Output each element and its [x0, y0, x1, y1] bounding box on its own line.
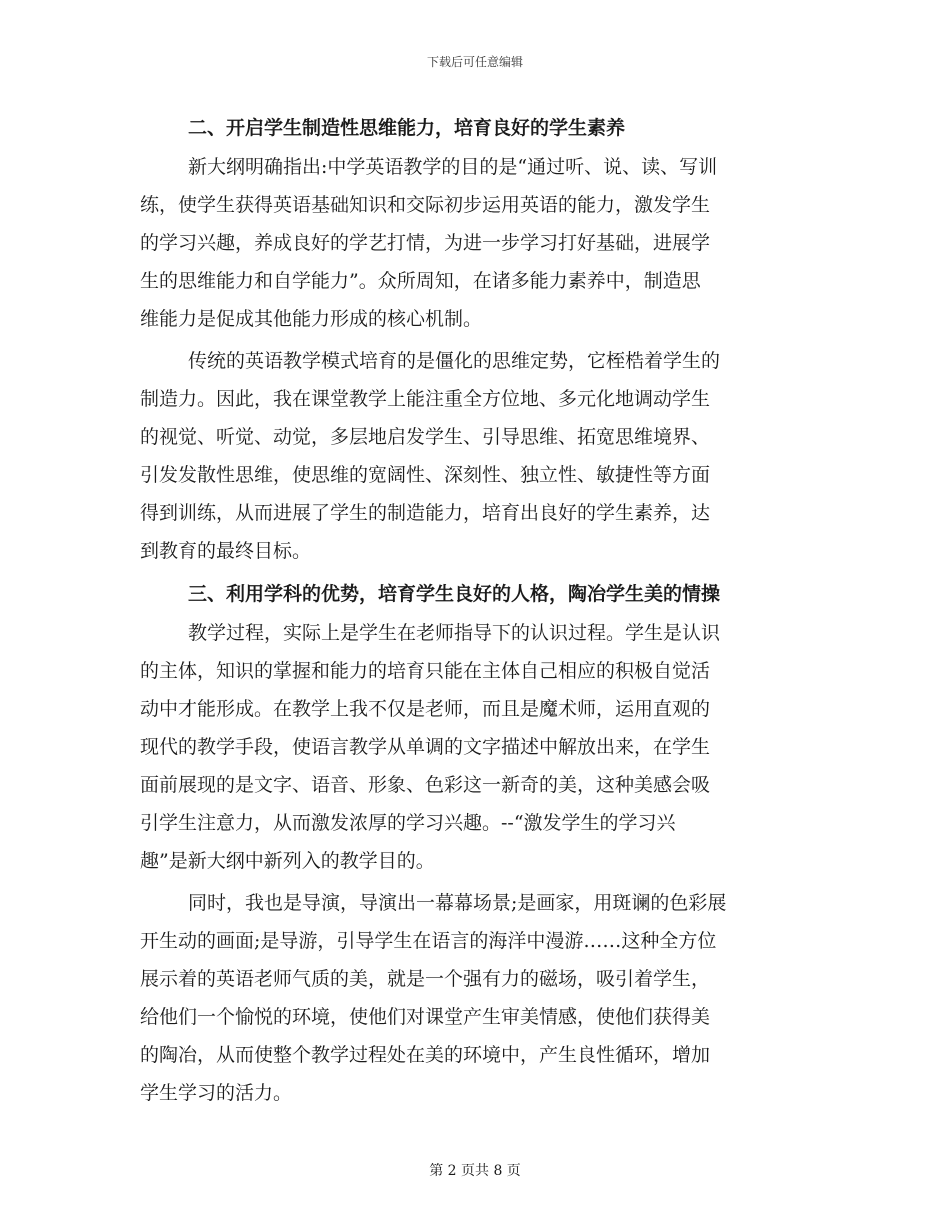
text-line: 的主体，知识的掌握和能力的培育只能在主体自己相应的积极自觉活	[140, 660, 711, 682]
text-line: 动中才能形成。在教学上我不仅是老师，而且是魔术师，运用直观的	[140, 698, 711, 720]
section-heading-2: 二、开启学生制造性思维能力，培育良好的学生素养	[188, 117, 626, 139]
text-line: 维能力是促成其他能力形成的核心机制。	[140, 308, 483, 330]
text-line: 新大纲明确指出:中学英语教学的目的是“通过听、说、读、写训	[188, 156, 718, 178]
paragraph	[140, 342, 805, 570]
page-header: 下载后可任意编辑	[426, 55, 523, 69]
text-line: 引学生注意力，从而激发浓厚的学习兴趣。--“激发学生的学习兴	[140, 812, 676, 834]
text-line: 引发发散性思维，使思维的宽阔性、深刻性、独立性、敏捷性等方面	[140, 464, 711, 486]
text-line: 传统的英语教学模式培育的是僵化的思维定势，它桎梏着学生的	[188, 350, 721, 372]
text-line: 教学过程，实际上是学生在老师指导下的认识过程。学生是认识	[188, 622, 721, 644]
text-line: 学生学习的活力。	[140, 1082, 293, 1104]
section-heading-3: 三、利用学科的优势，培育学生良好的人格，陶冶学生美的情操	[188, 583, 721, 605]
text-line: 的视觉、听觉、动觉，多层地启发学生、引导思维、拓宽思维境界、	[140, 426, 711, 448]
text-line: 展示着的英语老师气质的美，就是一个强有力的磁场，吸引着学生，	[140, 968, 711, 990]
paragraph	[140, 884, 805, 1112]
text-line: 同时，我也是导演，导演出一幕幕场景;是画家，用斑谰的色彩展	[188, 892, 727, 914]
text-line: 到教育的最终目标。	[140, 540, 312, 562]
text-line: 开生动的画面;是导游，引导学生在语言的海洋中漫游……这种全方位	[140, 930, 717, 952]
text-line: 的学习兴趣，养成良好的学艺打情，为进一步学习打好基础，进展学	[140, 232, 711, 254]
text-line: 趣”是新大纲中新列入的教学目的。	[140, 850, 435, 872]
document-body	[140, 108, 805, 1112]
text-line: 制造力。因此，我在课堂教学上能注重全方位地、多元化地调动学生	[140, 388, 711, 410]
text-line: 现代的教学手段，使语言教学从单调的文字描述中解放出来，在学生	[140, 736, 711, 758]
text-line: 给他们一个愉悦的环境，使他们对课堂产生审美情感，使他们获得美	[140, 1006, 711, 1028]
text-line: 得到训练，从而进展了学生的制造能力，培育出良好的学生素养，达	[140, 502, 711, 524]
text-line: 生的思维能力和自学能力”。众所周知，在诸多能力素养中，制造思	[140, 270, 701, 292]
page-number: 第 2 页共 8 页	[429, 1163, 521, 1179]
paragraph	[140, 148, 805, 338]
paragraph	[140, 614, 805, 880]
text-line: 面前展现的是文字、语音、形象、色彩这一新奇的美，这种美感会吸	[140, 774, 711, 796]
text-line: 的陶冶，从而使整个教学过程处在美的环境中，产生良性循环，增加	[140, 1044, 711, 1066]
text-line: 练，使学生获得英语基础知识和交际初步运用英语的能力，激发学生	[140, 194, 711, 216]
